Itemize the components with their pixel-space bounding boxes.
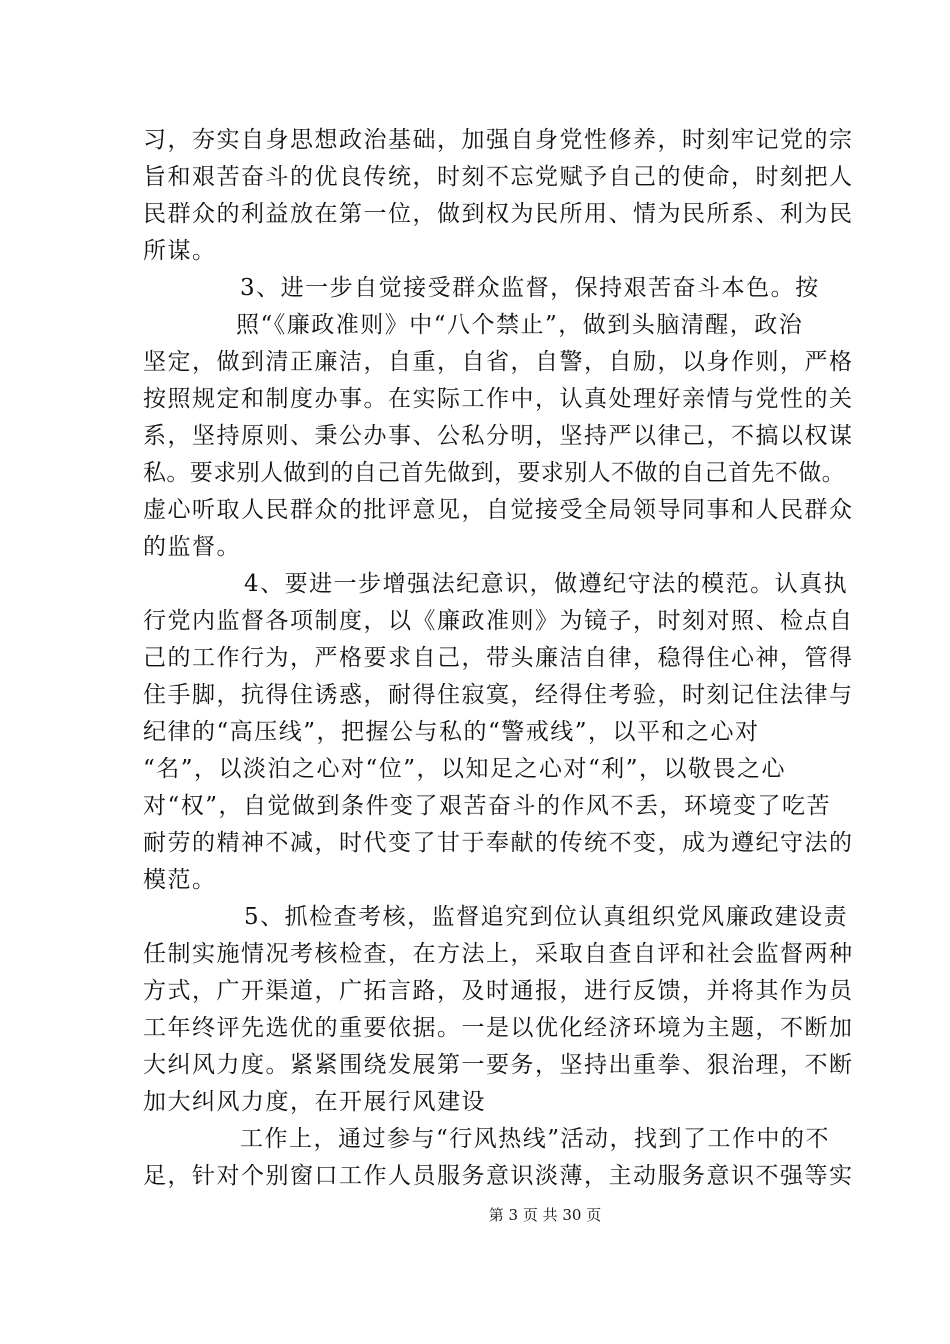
text-line: 虚心听取人民群众的批评意见，自觉接受全局领导同事和人民群众	[143, 497, 854, 523]
text-line: 方式，广开渠道，广拓言路，及时通报，进行反馈，并将其作为员	[143, 978, 854, 1004]
text-line: 私。要求别人做到的自己首先做到，要求别人不做的自己首先不做。	[143, 460, 845, 486]
text-line: 工年终评先选优的重要依据。一是以优化经济环境为主题，不断加	[143, 1015, 854, 1041]
text-line: 纪律的“高压线”，把握公与私的“警戒线”，以平和之心对	[143, 719, 760, 745]
text-line: 的监督。	[143, 534, 241, 560]
text-line: 模范。	[143, 867, 217, 893]
text-line: 行党内监督各项制度，以《廉政准则》为镜子，时刻对照、检点自	[143, 608, 854, 634]
text-line: 按照规定和制度办事。在实际工作中，认真处理好亲情与党性的关	[143, 386, 854, 412]
text-line: 习，夯实自身思想政治基础，加强自身党性修养，时刻牢记党的宗	[143, 127, 854, 153]
text-line: 4、要进一步增强法纪意识，做遵纪守法的模范。认真执	[244, 571, 849, 597]
text-line: 照“《廉政准则》中“八个禁止”，做到头脑清醒，政治	[236, 312, 804, 338]
text-line: 旨和艰苦奋斗的优良传统，时刻不忘党赋予自己的使命，时刻把人	[143, 164, 854, 190]
text-line: 住手脚，抗得住诱惑，耐得住寂寞，经得住考验，时刻记住法律与	[143, 682, 854, 708]
text-line: 3、进一步自觉接受群众监督，保持艰苦奋斗本色。按	[240, 275, 820, 301]
text-line: 足，针对个别窗口工作人员服务意识淡薄，主动服务意识不强等实	[143, 1163, 854, 1189]
text-line: 对“权”，自觉做到条件变了艰苦奋斗的作风不丢，环境变了吃苦	[143, 793, 832, 819]
page-number-footer: 第 3 页 共 30 页	[488, 1206, 602, 1224]
text-line: 工作上，通过参与“行风热线”活动，找到了工作中的不	[240, 1126, 831, 1152]
text-line: 系，坚持原则、秉公办事、公私分明，坚持严以律己，不搞以权谋	[143, 423, 854, 449]
text-line: 己的工作行为，严格要求自己，带头廉洁自律，稳得住心神，管得	[143, 645, 854, 671]
text-line: 大纠风力度。紧紧围绕发展第一要务，坚持出重拳、狠治理，不断	[143, 1052, 854, 1078]
text-line: 5、抓检查考核，监督追究到位认真组织党风廉政建设责	[244, 904, 849, 930]
text-line: 耐劳的精神不减，时代变了甘于奉献的传统不变，成为遵纪守法的	[143, 830, 854, 856]
text-line: “名”，以淡泊之心对“位”，以知足之心对“利”，以敬畏之心	[143, 756, 787, 782]
text-line: 民群众的利益放在第一位，做到权为民所用、情为民所系、利为民	[143, 201, 854, 227]
text-line: 任制实施情况考核检查，在方法上，采取自查自评和社会监督两种	[143, 941, 854, 967]
text-line: 所谋。	[143, 238, 217, 264]
text-line: 坚定，做到清正廉洁，自重，自省，自警，自励，以身作则，严格	[143, 349, 854, 375]
text-line: 加大纠风力度，在开展行风建设	[143, 1089, 486, 1115]
